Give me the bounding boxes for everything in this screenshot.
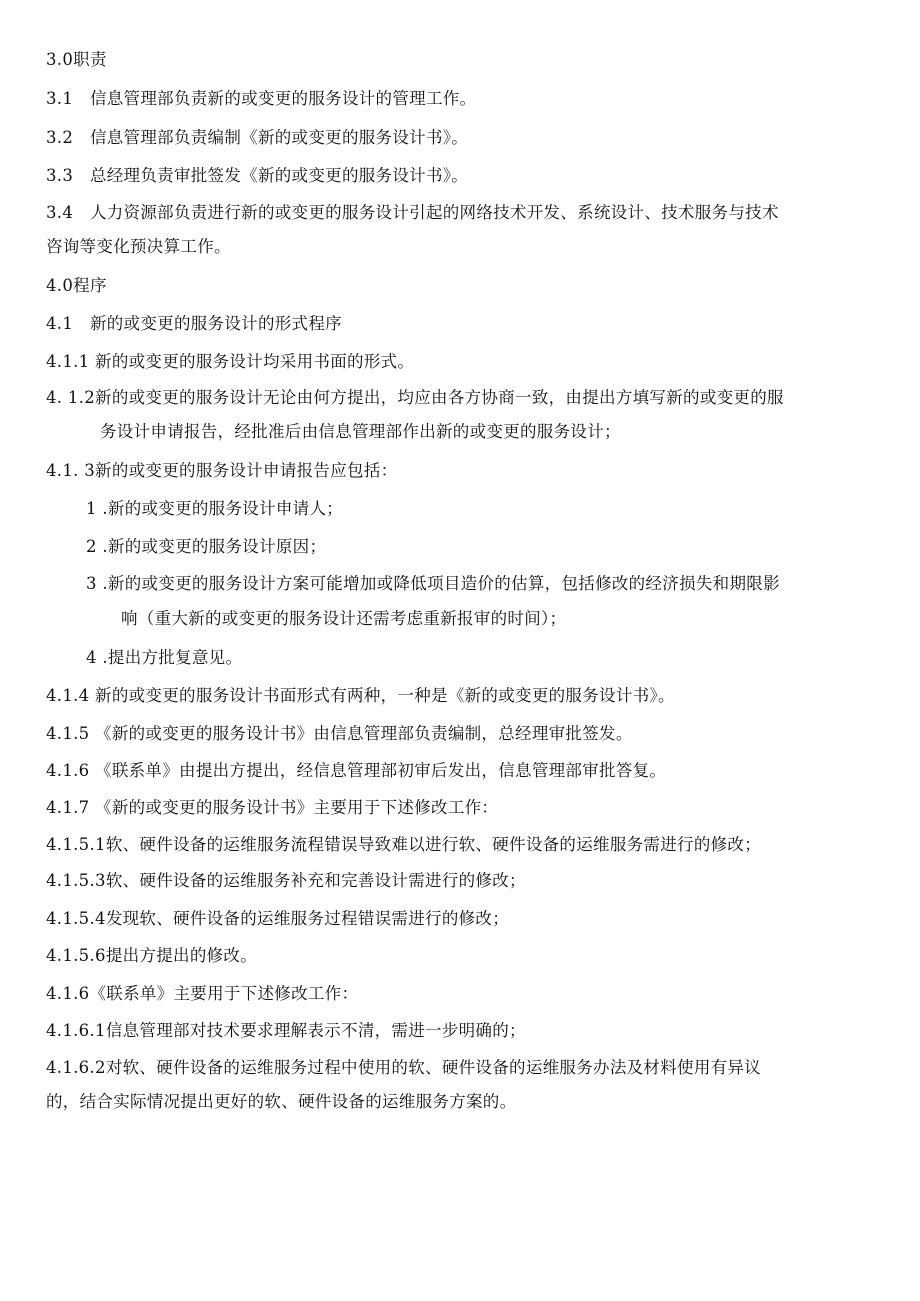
paragraph-4-1-7: 4.1.7 《新的或变更的服务设计书》主要用于下述修改工作： [46, 798, 499, 817]
paragraph-4-1-5-4: 4.1.5.4发现软、硬件设备的运维服务过程错误需进行的修改； [46, 909, 510, 928]
paragraph-4-1-5-3: 4.1.5.3软、硬件设备的运维服务补充和完善设计需进行的修改； [46, 871, 526, 890]
paragraph-4-1-5-6: 4.1.5.6提出方提出的修改。 [46, 946, 258, 965]
paragraph-4-1-5-1: 4.1.5.1软、硬件设备的运维服务流程错误导致难以进行软、硬件设备的运维服务需进行的修改； [46, 835, 762, 854]
paragraph-4-1: 4.1 新的或变更的服务设计的形式程序 [46, 314, 342, 333]
list-item-4: 4 .提出方批复意见。 [86, 648, 243, 667]
paragraph-4-1-6: 4.1.6 《联系单》由提出方提出，经信息管理部初审后发出，信息管理部审批答复。 [46, 761, 667, 780]
paragraph-4-1-2: 4. 1.2新的或变更的服务设计无论由何方提出，均应由各方协商一致，由提出方填写新的或变更的服 [46, 388, 784, 407]
paragraph-3-4: 3.4 人力资源部负责进行新的或变更的服务设计引起的网络技术开发、系统设计、技术服务与技术 [46, 203, 779, 222]
list-item-2: 2 .新的或变更的服务设计原因； [86, 537, 327, 556]
list-item-1: 1 .新的或变更的服务设计申请人； [86, 499, 344, 518]
list-item-3-continued: 响（重大新的或变更的服务设计还需考虑重新报审的时间）； [121, 609, 567, 628]
paragraph-3-1: 3.1 信息管理部负责新的或变更的服务设计的管理工作。 [46, 89, 477, 108]
heading-procedure: 4.0程序 [46, 276, 107, 295]
paragraph-4-1-3: 4.1. 3新的或变更的服务设计申请报告应包括： [46, 461, 398, 480]
heading-responsibilities: 3.0职责 [46, 50, 107, 69]
paragraph-4-1-6-2-continued: 的，结合实际情况提出更好的软、硬件设备的运维服务方案的。 [46, 1092, 517, 1111]
paragraph-4-1-1: 4.1.1 新的或变更的服务设计均采用书面的形式。 [46, 352, 415, 371]
paragraph-3-4-continued: 咨询等变化预决算工作。 [46, 237, 231, 256]
paragraph-4-1-5: 4.1.5 《新的或变更的服务设计书》由信息管理部负责编制，总经理审批签发。 [46, 724, 633, 743]
paragraph-4-1-4: 4.1.4 新的或变更的服务设计书面形式有两种，一种是《新的或变更的服务设计书》。 [46, 686, 675, 705]
paragraph-4-1-6-2: 4.1.6.2对软、硬件设备的运维服务过程中使用的软、硬件设备的运维服务办法及材料使用有异议 [46, 1058, 762, 1077]
paragraph-4-1-2-continued: 务设计申请报告，经批准后由信息管理部作出新的或变更的服务设计； [100, 422, 621, 441]
paragraph-4-1-6-contact: 4.1.6《联系单》主要用于下述修改工作： [46, 984, 359, 1003]
paragraph-3-2: 3.2 信息管理部负责编制《新的或变更的服务设计书》。 [46, 128, 469, 147]
list-item-3: 3 .新的或变更的服务设计方案可能增加或降低项目造价的估算，包括修改的经济损失和期限影 [86, 574, 780, 593]
paragraph-4-1-6-1: 4.1.6.1信息管理部对技术要求理解表示不清，需进一步明确的； [46, 1021, 526, 1040]
paragraph-3-3: 3.3 总经理负责审批签发《新的或变更的服务设计书》。 [46, 166, 469, 185]
